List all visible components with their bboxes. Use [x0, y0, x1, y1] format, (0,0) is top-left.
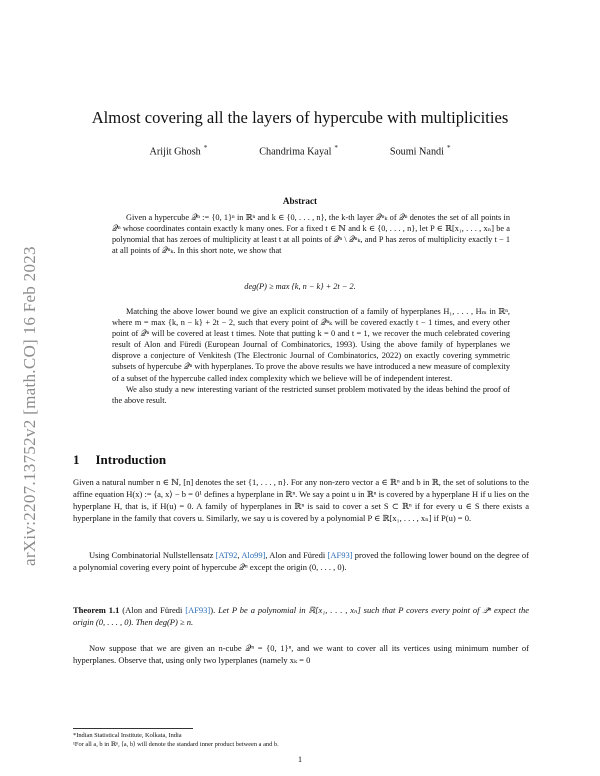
citation-link[interactable]: [AF93] — [185, 605, 211, 615]
abstract-paragraph-1: Given a hypercube 𝒬ⁿ := {0, 1}ⁿ in ℝⁿ and k ∈ {0, . . . , n}, the k-th layer 𝒬ⁿₖ of 𝒬ⁿ denotes the set of all points in 𝒬ⁿ whose coordinates contain exactly k many ones. For a fixed t ∈ ℕ and k ∈ {0, . . . , n}, let P ∈ ℝ[x₁, . . . , xₙ] be a polynomial that has zeroes of multiplicity at least t at all points of 𝒬ⁿ \ 𝒬ⁿₖ, and P has zeros of multiplicity exactly t − 1 at all points of 𝒬ⁿₖ. In this short note, we show that — [112, 213, 510, 256]
footnote-affiliation: *Indian Statistical Institute, Kolkata, India — [73, 732, 182, 739]
citation-link[interactable]: Alo99] — [241, 550, 266, 560]
paper-title: Almost covering all the layers of hypercube with multiplicities — [91, 108, 509, 127]
footnote-rule — [73, 728, 193, 729]
author: Arijit Ghosh * — [149, 144, 208, 158]
section-heading: 1 Introduction — [73, 452, 167, 467]
intro-paragraph-2: Using Combinatorial Nullstellensatz [AT92, Alo99], Alon and Füredi [AF93] proved the following lower bound on the degree of a polynomial covering every point of hypercube 𝒬ⁿ except the origin (0, . . . , 0). — [73, 550, 530, 573]
footnote-inner-product: ¹For all a, b in ℝⁿ, ⟨a, b⟩ will denote the standard inner product between a and b. — [73, 741, 279, 748]
abstract-paragraph-2: Matching the above lower bound we give an explicit construction of a family of hyperplanes H₁, . . . , Hₘ in ℝⁿ, where m = max {k, n − k} + 2t − 2, such that every point of 𝒬ⁿₖ will be covered exactly t − 1 times, and every other point of 𝒬ⁿ will be covered at least t times. Note that putting k = 0 and t = 1, we recover the much celebrated covering result of Alon and Füredi (European Journal of Combinatorics, 1993). Using the above family of hyperplanes we disprove a conjecture of Venkitesh (The Electronic Journal of Combinatorics, 2022) on exactly covering symmetric subsets of hypercube 𝒬ⁿ with hyperplanes. To prove the above results we have introduced a new measure of complexity of a subset of the hypercube called index complexity which we believe will be of independent interest. We also study a new interesting variant of the restricted sunset problem motivated by the ideas behind the proof of the above result. — [112, 307, 510, 405]
page-number: 1 — [297, 754, 303, 764]
arxiv-stamp: arXiv:2207.13752v2 [math.CO] 16 Feb 2023 — [20, 246, 39, 566]
author: Chandrima Kayal * — [259, 144, 338, 158]
author: Soumi Nandi * — [389, 144, 451, 158]
author-list — [0, 144, 600, 157]
citation-link[interactable]: [AT92 — [215, 550, 238, 560]
abstract-heading: Abstract — [282, 196, 318, 206]
abstract-equation: deg(P) ≥ max {k, n − k} + 2t − 2. — [244, 282, 356, 291]
theorem-1-1: Theorem 1.1 (Alon and Füredi [AF93]). Let P be a polynomial in ℝ[x₁, . . . , xₙ] such that P covers every point of 𝒬ⁿ expect the origin (0, . . . , 0). Then deg(P) ≥ n. — [73, 605, 529, 628]
abstract-paragraph-3: We also study a new interesting variant of the restricted sunset problem motivated by the ideas behind the proof of the above result. — [112, 384, 510, 405]
intro-paragraph-3: Now suppose that we are given an n-cube 𝒬ⁿ = {0, 1}ⁿ, and we want to cover all its vertices using minimum number of hyperplanes. Observe that, using only two lyperplanes (namely xₖ = 0 — [73, 643, 529, 666]
citation-link[interactable]: [AF93] — [327, 550, 353, 560]
intro-paragraph-1: Given a natural number n ∈ ℕ, [n] denotes the set {1, . . . , n}. For any non-zero vector a ∈ ℝⁿ and b in ℝ, the set of solutions to the affine equation H(x) := ⟨a, x⟩ − b = 0¹ defines a hyperplane in ℝⁿ. We say a point u in ℝⁿ is covered by a hyperplane H if u lies on the hyperplane H, that is, if H(u) = 0. A family of hyperplanes in ℝⁿ is said to cover a set S ⊂ ℝⁿ if for every u ∈ S there exists a hyperplane in the family that covers u. Similarly, we say u is covered by a polynomial P ∈ ℝ[x₁, . . . , xₙ] if P(u) = 0. — [73, 477, 529, 524]
